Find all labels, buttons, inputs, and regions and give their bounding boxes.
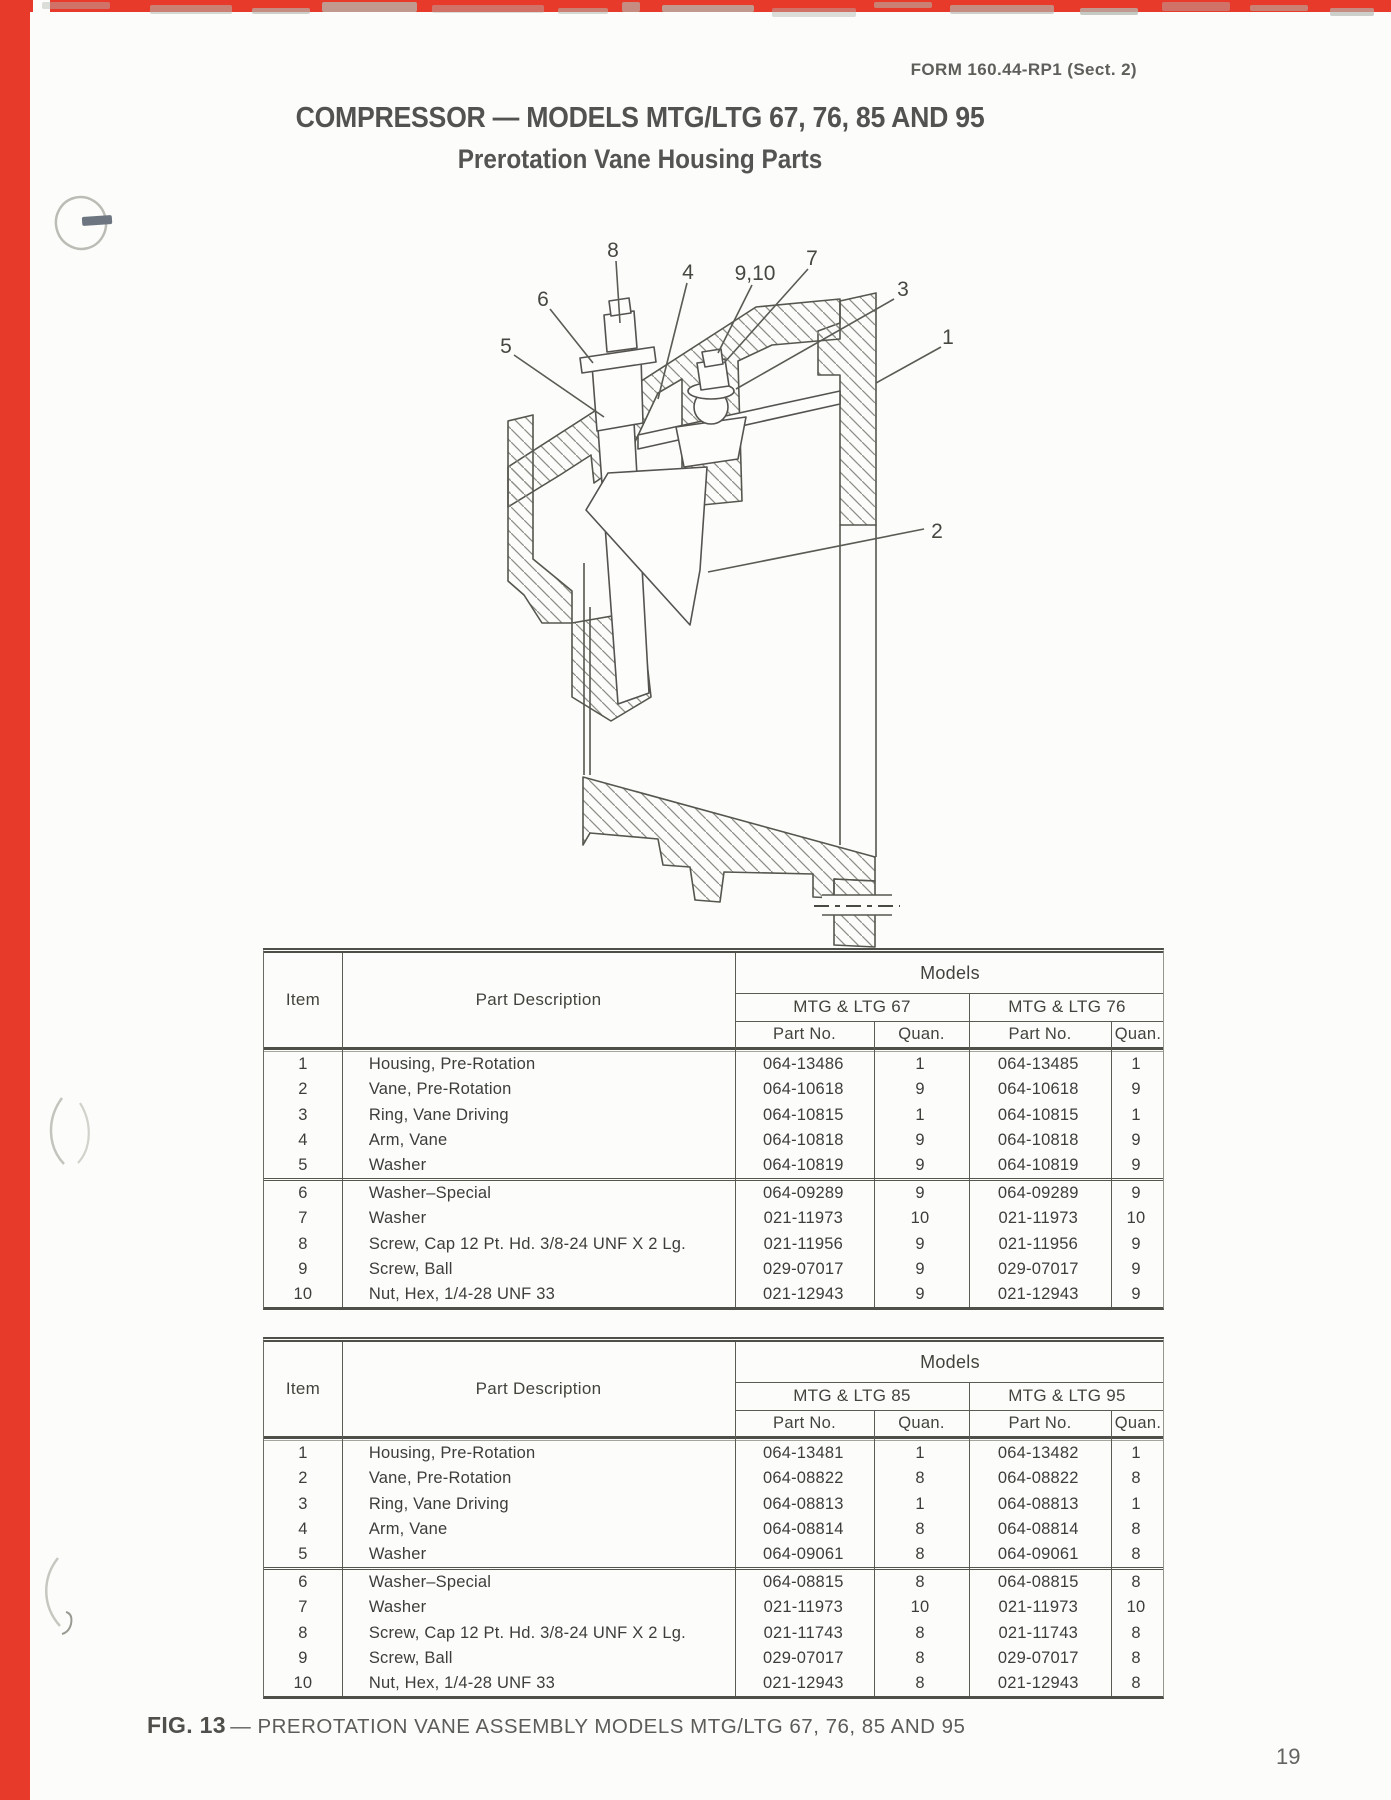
table-cell: 3	[298, 1494, 308, 1513]
table-cell: 021-11973	[998, 1209, 1079, 1228]
table-cell: 9	[915, 1284, 925, 1303]
table-cell: 064-10815	[997, 1105, 1079, 1124]
table-cell: 021-11956	[998, 1234, 1079, 1253]
table-cell: 8	[915, 1648, 925, 1667]
table-cell: Housing, Pre-Rotation	[368, 1055, 536, 1074]
table-cell: 1	[298, 1444, 308, 1463]
table-cell: 064-10819	[997, 1155, 1079, 1174]
table-cell: 021-11956	[763, 1234, 844, 1253]
table-row	[264, 1153, 1163, 1178]
table-row	[264, 1620, 1163, 1645]
table-cell: 9	[1131, 1155, 1141, 1174]
table-cell: 021-12943	[997, 1673, 1079, 1692]
table-cell: 8	[1131, 1573, 1141, 1592]
table-row	[264, 1491, 1163, 1516]
table-cell: Ring, Vane Driving	[368, 1494, 509, 1513]
table-cell: 6	[298, 1184, 308, 1203]
table-cell: 029-07017	[997, 1259, 1079, 1278]
table-cell: 1	[915, 1055, 925, 1074]
table-cell: 064-09289	[997, 1184, 1079, 1203]
table-cell: 10	[293, 1284, 313, 1303]
column-header-quan: Quan.	[898, 1024, 945, 1043]
scan-noise-dash	[1250, 5, 1308, 11]
table-cell: 8	[1131, 1469, 1141, 1488]
page-number: 19	[1276, 1744, 1301, 1769]
table-cell: 8	[1131, 1648, 1141, 1667]
table-row	[264, 1466, 1163, 1491]
table-cell: 064-08815	[997, 1573, 1079, 1592]
prerotation-vane	[586, 467, 707, 625]
scan-noise-dash	[772, 8, 856, 17]
table-cell: 10	[1126, 1209, 1146, 1228]
table-cell: 029-07017	[762, 1259, 844, 1278]
figure-caption-label: FIG. 13	[147, 1712, 226, 1738]
callout-5: 5	[500, 335, 512, 358]
table-row	[264, 1231, 1163, 1256]
table-cell: Screw, Cap 12 Pt. Hd. 3/8-24 UNF X 2 Lg.	[368, 1623, 686, 1642]
table-cell: 1	[298, 1055, 308, 1074]
callout-2: 2	[931, 520, 943, 543]
column-header-description: Part Description	[475, 1379, 602, 1398]
table-cell: 064-08813	[997, 1494, 1079, 1513]
table-cell: Vane, Pre-Rotation	[368, 1080, 512, 1099]
table-cell: 064-08822	[762, 1469, 844, 1488]
table-cell: 1	[1131, 1444, 1141, 1463]
column-header-part-no: Part No.	[773, 1024, 836, 1043]
figure-caption-text: — PREROTATION VANE ASSEMBLY MODELS MTG/LTG 67, 76, 85 AND 95	[230, 1715, 966, 1738]
table-cell: 064-13482	[997, 1444, 1079, 1463]
table-cell: Arm, Vane	[368, 1519, 448, 1538]
column-header-quan: Quan.	[898, 1413, 945, 1432]
table-cell: 7	[298, 1598, 308, 1617]
column-header-item: Item	[285, 1379, 321, 1398]
scan-noise-dash	[950, 5, 1054, 14]
callout-8: 8	[607, 239, 619, 262]
table-row	[264, 1206, 1163, 1231]
table-cell: Arm, Vane	[368, 1130, 448, 1149]
table-row	[264, 1646, 1163, 1671]
table-cell: 064-08814	[762, 1519, 844, 1538]
table-cell: 10	[1126, 1598, 1146, 1617]
table-cell: 3	[298, 1105, 308, 1124]
table-cell: 1	[915, 1105, 925, 1124]
smudge-artifact	[46, 1558, 71, 1634]
table-cell: 8	[1131, 1544, 1141, 1563]
table-cell: 9	[1131, 1184, 1141, 1203]
table-cell: 9	[1131, 1080, 1141, 1099]
table-cell: 9	[915, 1155, 925, 1174]
table-cell: 8	[1131, 1623, 1141, 1642]
scan-noise-dash	[1162, 2, 1230, 11]
table-cell: 064-10618	[997, 1080, 1079, 1099]
table-cell: 6	[298, 1573, 308, 1592]
column-header-model-group-2: MTG & LTG 76	[1008, 997, 1126, 1016]
smudge-artifact	[51, 1098, 89, 1164]
table-cell: 9	[915, 1184, 925, 1203]
table-row	[264, 1542, 1163, 1567]
table-cell: Washer	[368, 1209, 427, 1228]
table-cell: Screw, Ball	[368, 1648, 453, 1667]
scan-noise-dash	[1330, 8, 1374, 16]
table-cell: 021-11973	[998, 1598, 1079, 1617]
callout-3: 3	[897, 278, 909, 301]
hex-nut-top	[702, 349, 723, 367]
table-cell: 8	[915, 1469, 925, 1488]
table-rule	[735, 993, 1163, 994]
table-cell: Nut, Hex, 1/4-28 UNF 33	[368, 1673, 556, 1692]
table-cell: Screw, Ball	[368, 1259, 453, 1278]
table-cell: 9	[915, 1080, 925, 1099]
callout-7: 7	[806, 247, 818, 270]
table-cell: 064-10815	[762, 1105, 844, 1124]
table-cell: 8	[298, 1623, 308, 1642]
table-cell: 064-09289	[762, 1184, 844, 1203]
table-cell: 10	[910, 1598, 930, 1617]
column-header-model-group-1: MTG & LTG 85	[793, 1386, 911, 1405]
table-cell: Washer	[368, 1598, 427, 1617]
punch-mark-artifact	[50, 192, 112, 255]
callout-1: 1	[942, 326, 954, 349]
callout-9-10: 9,10	[734, 262, 776, 285]
table-cell: 8	[1131, 1673, 1141, 1692]
table-row	[264, 1128, 1163, 1153]
table-cell: 064-13485	[997, 1055, 1079, 1074]
table-row	[264, 1257, 1163, 1282]
table-cell: 8	[915, 1673, 925, 1692]
table-row	[264, 1595, 1163, 1620]
table-cell: 064-10818	[997, 1130, 1079, 1149]
title-block	[0, 102, 1280, 175]
table-cell: 064-08813	[762, 1494, 844, 1513]
parts-table-85-95	[263, 1337, 1164, 1699]
table-cell: 1	[1131, 1494, 1141, 1513]
table-cell: Nut, Hex, 1/4-28 UNF 33	[368, 1284, 556, 1303]
column-header-description: Part Description	[475, 990, 602, 1009]
scan-noise-dash	[322, 2, 417, 12]
table-row	[264, 1282, 1163, 1307]
table-cell: 021-12943	[762, 1284, 844, 1303]
table-cell: 029-07017	[762, 1648, 844, 1667]
scan-noise-dash	[662, 5, 754, 12]
table-cell: Screw, Cap 12 Pt. Hd. 3/8-24 UNF X 2 Lg.	[368, 1234, 686, 1253]
table-cell: 029-07017	[997, 1648, 1079, 1667]
table-cell: 7	[298, 1209, 308, 1228]
table-cell: 9	[1131, 1284, 1141, 1303]
table-cell: 9	[915, 1130, 925, 1149]
scan-noise-dash	[150, 5, 232, 14]
column-header-part-no: Part No.	[1008, 1413, 1072, 1432]
table-cell: 064-10818	[762, 1130, 844, 1149]
scan-noise-dash	[558, 8, 608, 14]
table-cell: 5	[298, 1544, 308, 1563]
table-cell: 064-08814	[997, 1519, 1079, 1538]
table-cell: 2	[298, 1080, 308, 1099]
table-cell: 5	[298, 1155, 308, 1174]
table-cell: 064-13481	[762, 1444, 844, 1463]
table-cell: 10	[293, 1673, 313, 1692]
scan-noise-dash	[252, 8, 310, 14]
table-cell: 064-10819	[762, 1155, 844, 1174]
table-cell: 021-11743	[998, 1623, 1079, 1642]
table-cell: 4	[298, 1519, 308, 1538]
callout-4: 4	[682, 261, 694, 284]
table-cell: 9	[1131, 1234, 1141, 1253]
table-cell: 021-12943	[997, 1284, 1079, 1303]
table-cell: 9	[1131, 1130, 1141, 1149]
table-row	[264, 1517, 1163, 1542]
scan-noise-dash	[432, 5, 544, 13]
table-body	[264, 1441, 1163, 1696]
parts-table-67-76	[263, 948, 1164, 1310]
table-cell: 1	[915, 1444, 925, 1463]
table-cell: 064-09061	[997, 1544, 1079, 1563]
table-cell: 8	[1131, 1519, 1141, 1538]
column-header-quan: Quan.	[1114, 1024, 1162, 1043]
table-row	[264, 1567, 1163, 1595]
table-cell: 8	[915, 1544, 925, 1563]
page-title: COMPRESSOR — MODELS MTG/LTG 67, 76, 85 AND 95	[295, 102, 985, 134]
table-cell: Washer	[368, 1544, 427, 1563]
table-body	[264, 1052, 1163, 1307]
table-row	[264, 1102, 1163, 1127]
table-cell: 9	[1131, 1259, 1141, 1278]
page-subtitle: Prerotation Vane Housing Parts	[457, 144, 823, 174]
column-header-part-no: Part No.	[1008, 1024, 1072, 1043]
table-cell: Washer	[368, 1155, 427, 1174]
table-cell: 021-12943	[762, 1673, 844, 1692]
table-cell: 021-11743	[763, 1623, 844, 1642]
table-cell: 8	[298, 1234, 308, 1253]
table-cell: 9	[915, 1259, 925, 1278]
table-cell: Vane, Pre-Rotation	[368, 1469, 512, 1488]
callout-6: 6	[537, 288, 549, 311]
column-header-models: Models	[920, 1351, 980, 1372]
table-cell: 064-13486	[762, 1055, 844, 1074]
table-row	[264, 1441, 1163, 1466]
cap-screw-head	[604, 311, 637, 352]
scan-noise-dash	[1080, 8, 1138, 15]
table-cell: 021-11973	[763, 1598, 844, 1617]
table-rule	[735, 1410, 1163, 1411]
table-cell: 1	[1131, 1105, 1141, 1124]
table-cell: 2	[298, 1469, 308, 1488]
table-cell: 8	[915, 1519, 925, 1538]
table-cell: 064-08815	[762, 1573, 844, 1592]
table-cell: 9	[298, 1259, 308, 1278]
table-cell: Housing, Pre-Rotation	[368, 1444, 536, 1463]
table-cell: 10	[910, 1209, 930, 1228]
table-row	[264, 1077, 1163, 1102]
table-cell: 021-11973	[763, 1209, 844, 1228]
column-header-quan: Quan.	[1114, 1413, 1162, 1432]
table-cell: 064-10618	[762, 1080, 844, 1099]
table-cell: 1	[1131, 1055, 1141, 1074]
table-cell: 8	[915, 1573, 925, 1592]
column-header-models: Models	[920, 962, 980, 983]
table-cell: 064-08822	[997, 1469, 1079, 1488]
housing-lower-wedge	[583, 777, 875, 902]
table-cell: 1	[915, 1494, 925, 1513]
table-cell: Washer–Special	[368, 1184, 492, 1203]
table-row	[264, 1671, 1163, 1696]
table-cell: 8	[915, 1623, 925, 1642]
column-header-part-no: Part No.	[773, 1413, 836, 1432]
form-reference: FORM 160.44-RP1 (Sect. 2)	[910, 60, 1137, 79]
table-rule	[735, 1382, 1163, 1383]
table-row	[264, 1178, 1163, 1206]
prerotation-vane-diagram	[420, 195, 1100, 955]
table-cell: 9	[915, 1234, 925, 1253]
margin-artifacts	[0, 0, 150, 1800]
figure-caption	[147, 1712, 965, 1739]
scan-noise-dash	[874, 2, 932, 8]
table-cell: Washer–Special	[368, 1573, 492, 1592]
table-rule	[735, 1021, 1163, 1022]
column-header-item: Item	[285, 990, 321, 1009]
column-header-model-group-1: MTG & LTG 67	[793, 997, 911, 1016]
column-header-model-group-2: MTG & LTG 95	[1008, 1386, 1126, 1405]
table-cell: 4	[298, 1130, 308, 1149]
scan-noise-dash	[622, 2, 640, 12]
table-cell: 064-09061	[762, 1544, 844, 1563]
table-cell: 9	[298, 1648, 308, 1667]
table-row	[264, 1052, 1163, 1077]
table-cell: Ring, Vane Driving	[368, 1105, 509, 1124]
